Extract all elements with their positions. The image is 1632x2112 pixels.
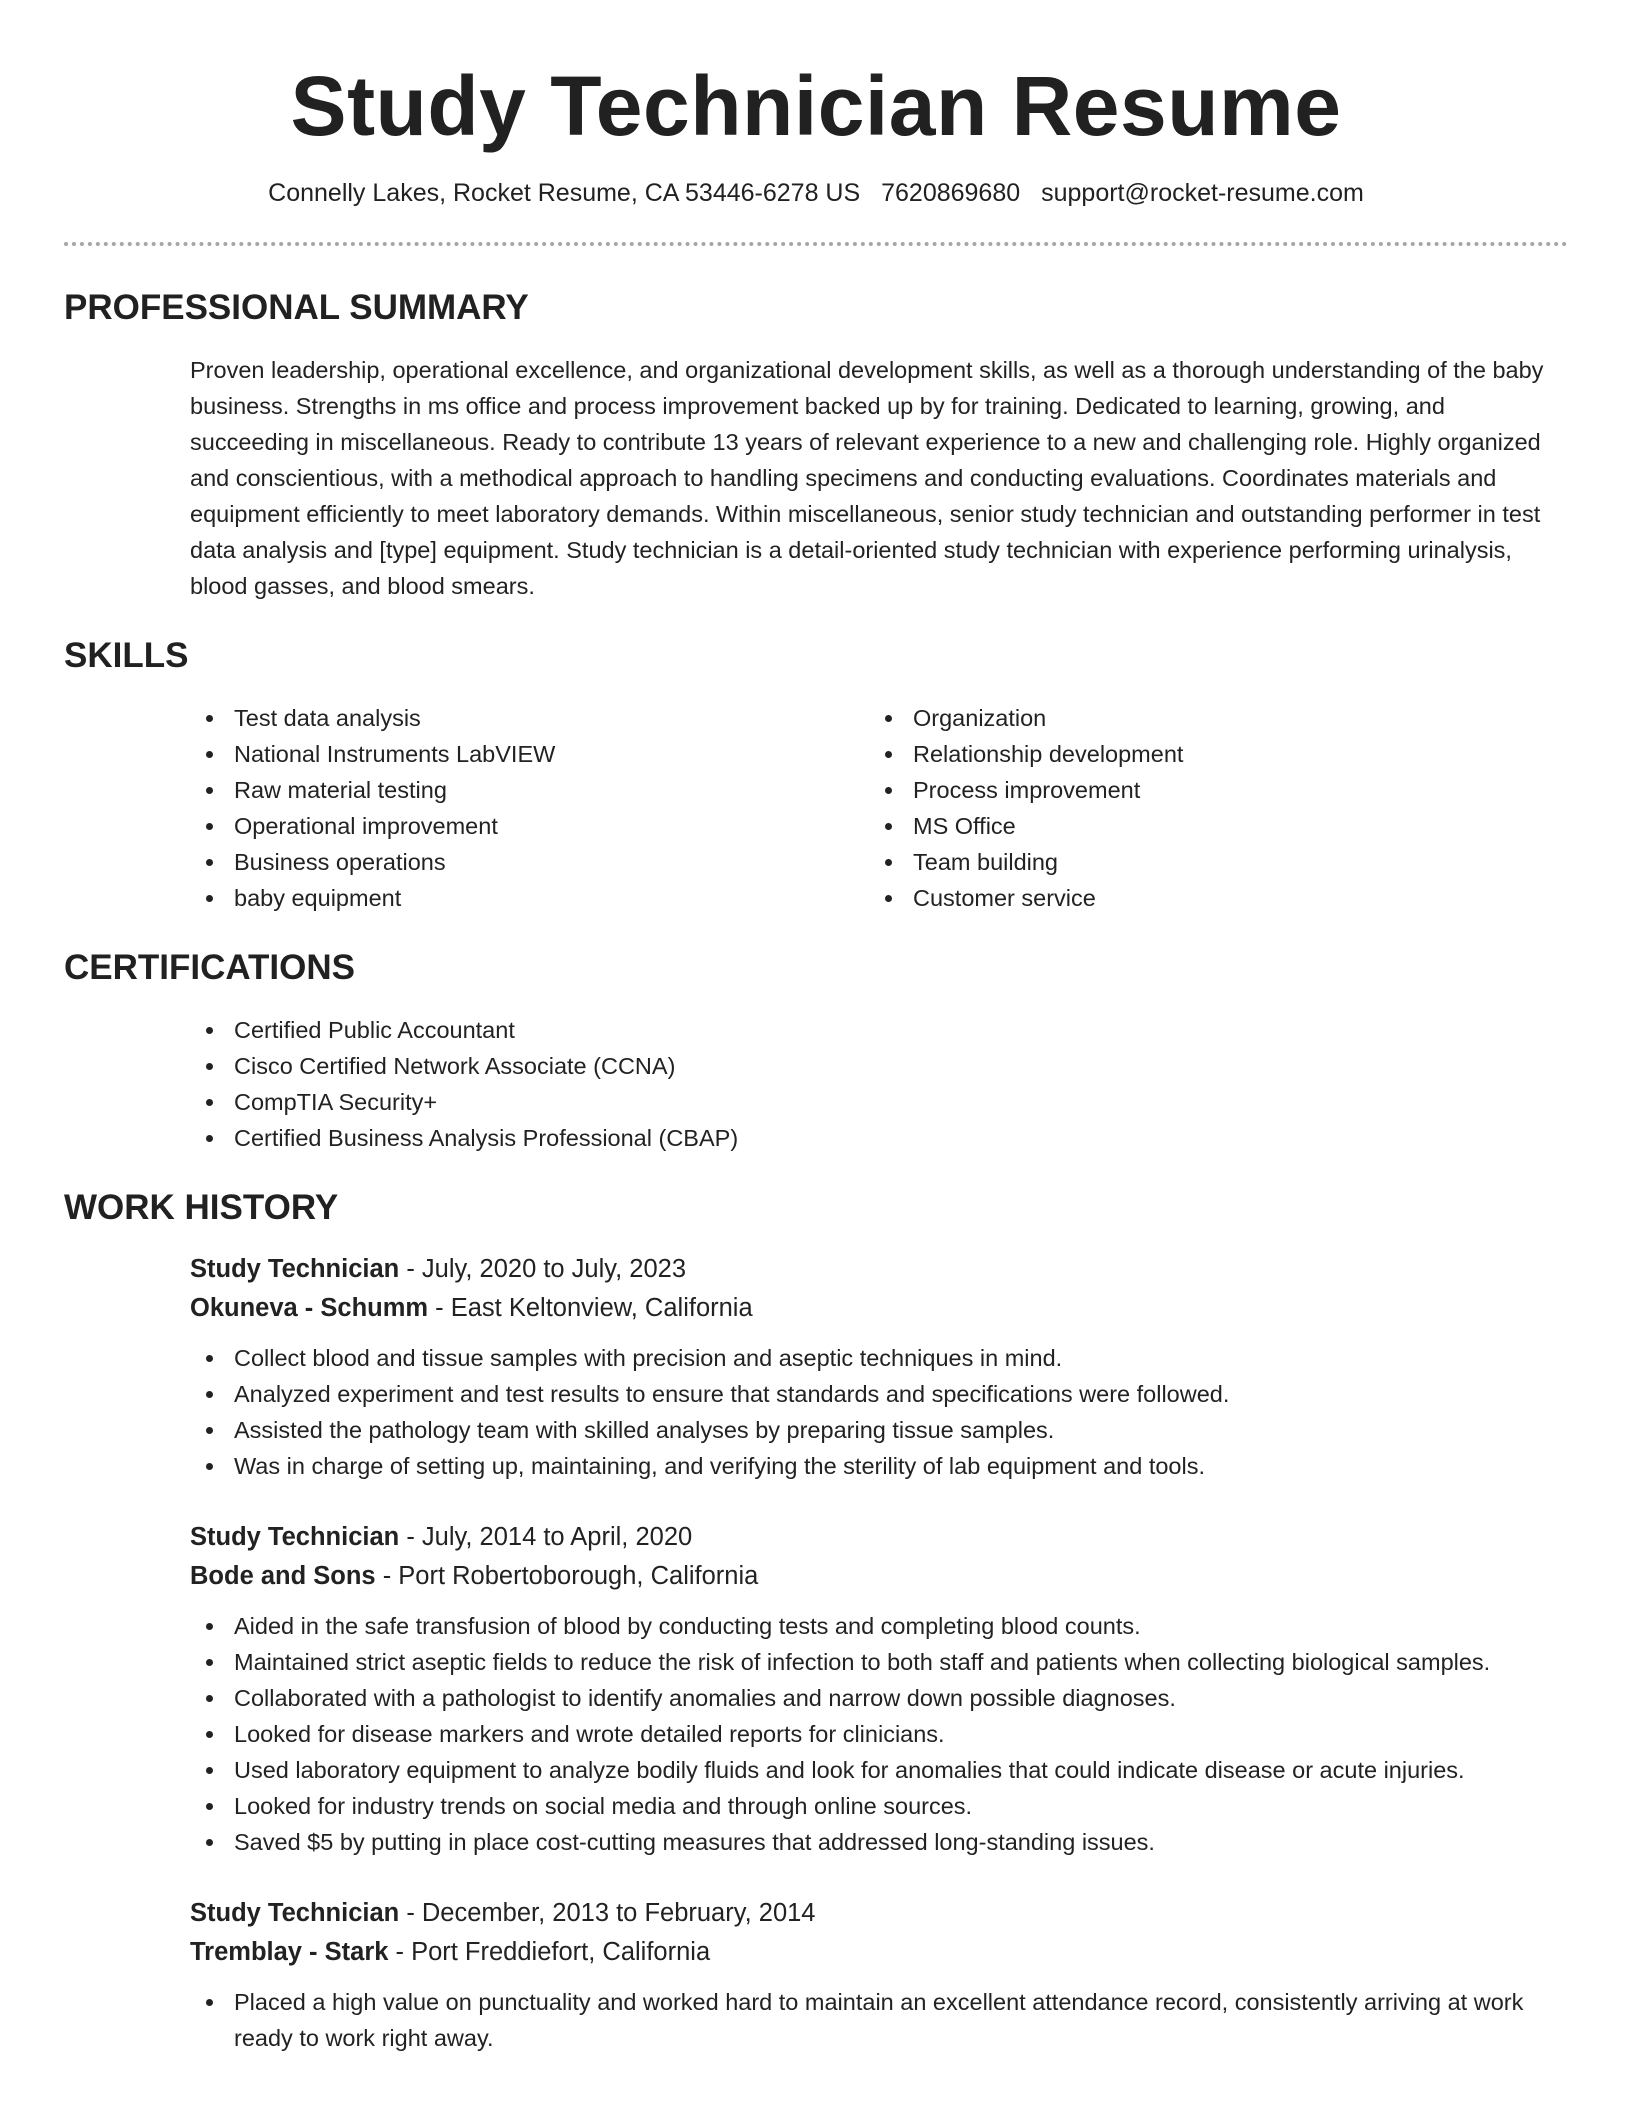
skill-item: Raw material testing bbox=[190, 772, 869, 808]
certifications-heading: CERTIFICATIONS bbox=[64, 948, 356, 987]
job-bullet: Maintained strict aseptic fields to reduce the risk of infection to both staff and patients when collecting biological samples. bbox=[190, 1644, 1568, 1680]
skills-section bbox=[64, 634, 1568, 916]
job-bullet: Was in charge of setting up, maintaining, and verifying the sterility of lab equipment and tools. bbox=[190, 1448, 1568, 1484]
certifications-section bbox=[64, 946, 1568, 1156]
job-title-line bbox=[190, 1894, 1568, 1933]
job-bullet: Collect blood and tissue samples with precision and aseptic techniques in mind. bbox=[190, 1340, 1568, 1376]
skill-item: Relationship development bbox=[869, 736, 1548, 772]
contact-email: support@rocket-resume.com bbox=[1041, 179, 1364, 207]
header-divider bbox=[64, 242, 1568, 246]
skill-item: Team building bbox=[869, 844, 1548, 880]
work-history-heading: WORK HISTORY bbox=[64, 1188, 339, 1227]
job-title: Study Technician bbox=[190, 1899, 400, 1927]
job-dates: - July, 2020 to July, 2023 bbox=[399, 1255, 687, 1283]
job-bullet: Collaborated with a pathologist to identify anomalies and narrow down possible diagnoses. bbox=[190, 1680, 1568, 1716]
skill-item: MS Office bbox=[869, 808, 1548, 844]
job-entry bbox=[190, 1894, 1568, 2056]
job-entry bbox=[190, 1250, 1568, 1484]
skill-item: Test data analysis bbox=[190, 700, 869, 736]
skill-item: Business operations bbox=[190, 844, 869, 880]
summary-section bbox=[64, 286, 1568, 604]
job-company: Bode and Sons bbox=[190, 1562, 376, 1590]
job-company: Okuneva - Schumm bbox=[190, 1294, 429, 1322]
job-bullet: Looked for disease markers and wrote detailed reports for clinicians. bbox=[190, 1716, 1568, 1752]
job-bullets bbox=[190, 1340, 1568, 1484]
skill-item: Customer service bbox=[869, 880, 1548, 916]
certification-item: Cisco Certified Network Associate (CCNA) bbox=[190, 1048, 1568, 1084]
contact-phone: 7620869680 bbox=[881, 179, 1021, 207]
skill-item: National Instruments LabVIEW bbox=[190, 736, 869, 772]
job-dates: - July, 2014 to April, 2020 bbox=[399, 1523, 693, 1551]
work-history-section bbox=[64, 1186, 1568, 2056]
skills-left-column bbox=[190, 700, 869, 916]
resume-page bbox=[64, 0, 1568, 2056]
job-bullet: Analyzed experiment and test results to ensure that standards and specifications were followed. bbox=[190, 1376, 1568, 1412]
job-dates: - December, 2013 to February, 2014 bbox=[399, 1899, 816, 1927]
job-bullet: Used laboratory equipment to analyze bodily fluids and look for anomalies that could indicate disease or acute injuries. bbox=[190, 1752, 1568, 1788]
skills-right-column bbox=[869, 700, 1548, 916]
certifications-list bbox=[190, 1012, 1568, 1156]
job-location: - Port Freddiefort, California bbox=[388, 1938, 711, 1966]
job-bullet: Looked for industry trends on social media and through online sources. bbox=[190, 1788, 1568, 1824]
contact-address: Connelly Lakes, Rocket Resume, CA 53446-6278 US bbox=[268, 179, 861, 207]
job-location: - East Keltonview, California bbox=[428, 1294, 753, 1322]
job-company-line bbox=[190, 1933, 1568, 1972]
job-bullet: Assisted the pathology team with skilled analyses by preparing tissue samples. bbox=[190, 1412, 1568, 1448]
job-title: Study Technician bbox=[190, 1255, 400, 1283]
job-company: Tremblay - Stark bbox=[190, 1938, 389, 1966]
job-title-line bbox=[190, 1250, 1568, 1289]
job-bullets bbox=[190, 1608, 1568, 1860]
skills-grid bbox=[190, 700, 1568, 916]
certification-item: Certified Public Accountant bbox=[190, 1012, 1568, 1048]
skill-item: Process improvement bbox=[869, 772, 1548, 808]
contact-line bbox=[64, 176, 1568, 210]
job-bullet: Aided in the safe transfusion of blood by conducting tests and completing blood counts. bbox=[190, 1608, 1568, 1644]
job-title-line bbox=[190, 1518, 1568, 1557]
skill-item: baby equipment bbox=[190, 880, 869, 916]
skill-item: Organization bbox=[869, 700, 1548, 736]
job-bullet: Placed a high value on punctuality and worked hard to maintain an excellent attendance record, consistently arriving at work ready to work right away. bbox=[190, 1984, 1568, 2056]
summary-text: Proven leadership, operational excellence, and organizational development skills, as well as a thorough understanding of the baby business. Strengths in ms office and process improvement backed up by for training. Dedicated to learning, growing, and succeeding in miscellaneous. Ready to contribute 13 years of relevant experience to a new and challenging role. Highly organized and conscientious, with a methodical approach to handling specimens and conducting evaluations. Coordinates materials and equipment efficiently to meet laboratory demands. Within miscellaneous, senior study technician and outstanding performer in test data analysis and [type] equipment. Study technician is a detail-oriented study technician with experience performing urinalysis, blood gasses, and blood smears. bbox=[190, 357, 1544, 599]
resume-title: Study Technician Resume bbox=[290, 59, 1342, 153]
job-bullets bbox=[190, 1984, 1568, 2056]
job-company-line bbox=[190, 1557, 1568, 1596]
certification-item: CompTIA Security+ bbox=[190, 1084, 1568, 1120]
job-bullet: Saved $5 by putting in place cost-cutting measures that addressed long-standing issues. bbox=[190, 1824, 1568, 1860]
job-company-line bbox=[190, 1289, 1568, 1328]
job-location: - Port Robertoborough, California bbox=[375, 1562, 759, 1590]
skills-heading: SKILLS bbox=[64, 636, 189, 675]
job-title: Study Technician bbox=[190, 1523, 400, 1551]
certification-item: Certified Business Analysis Professional (CBAP) bbox=[190, 1120, 1568, 1156]
skill-item: Operational improvement bbox=[190, 808, 869, 844]
summary-heading: PROFESSIONAL SUMMARY bbox=[64, 288, 529, 327]
job-entry bbox=[190, 1518, 1568, 1860]
